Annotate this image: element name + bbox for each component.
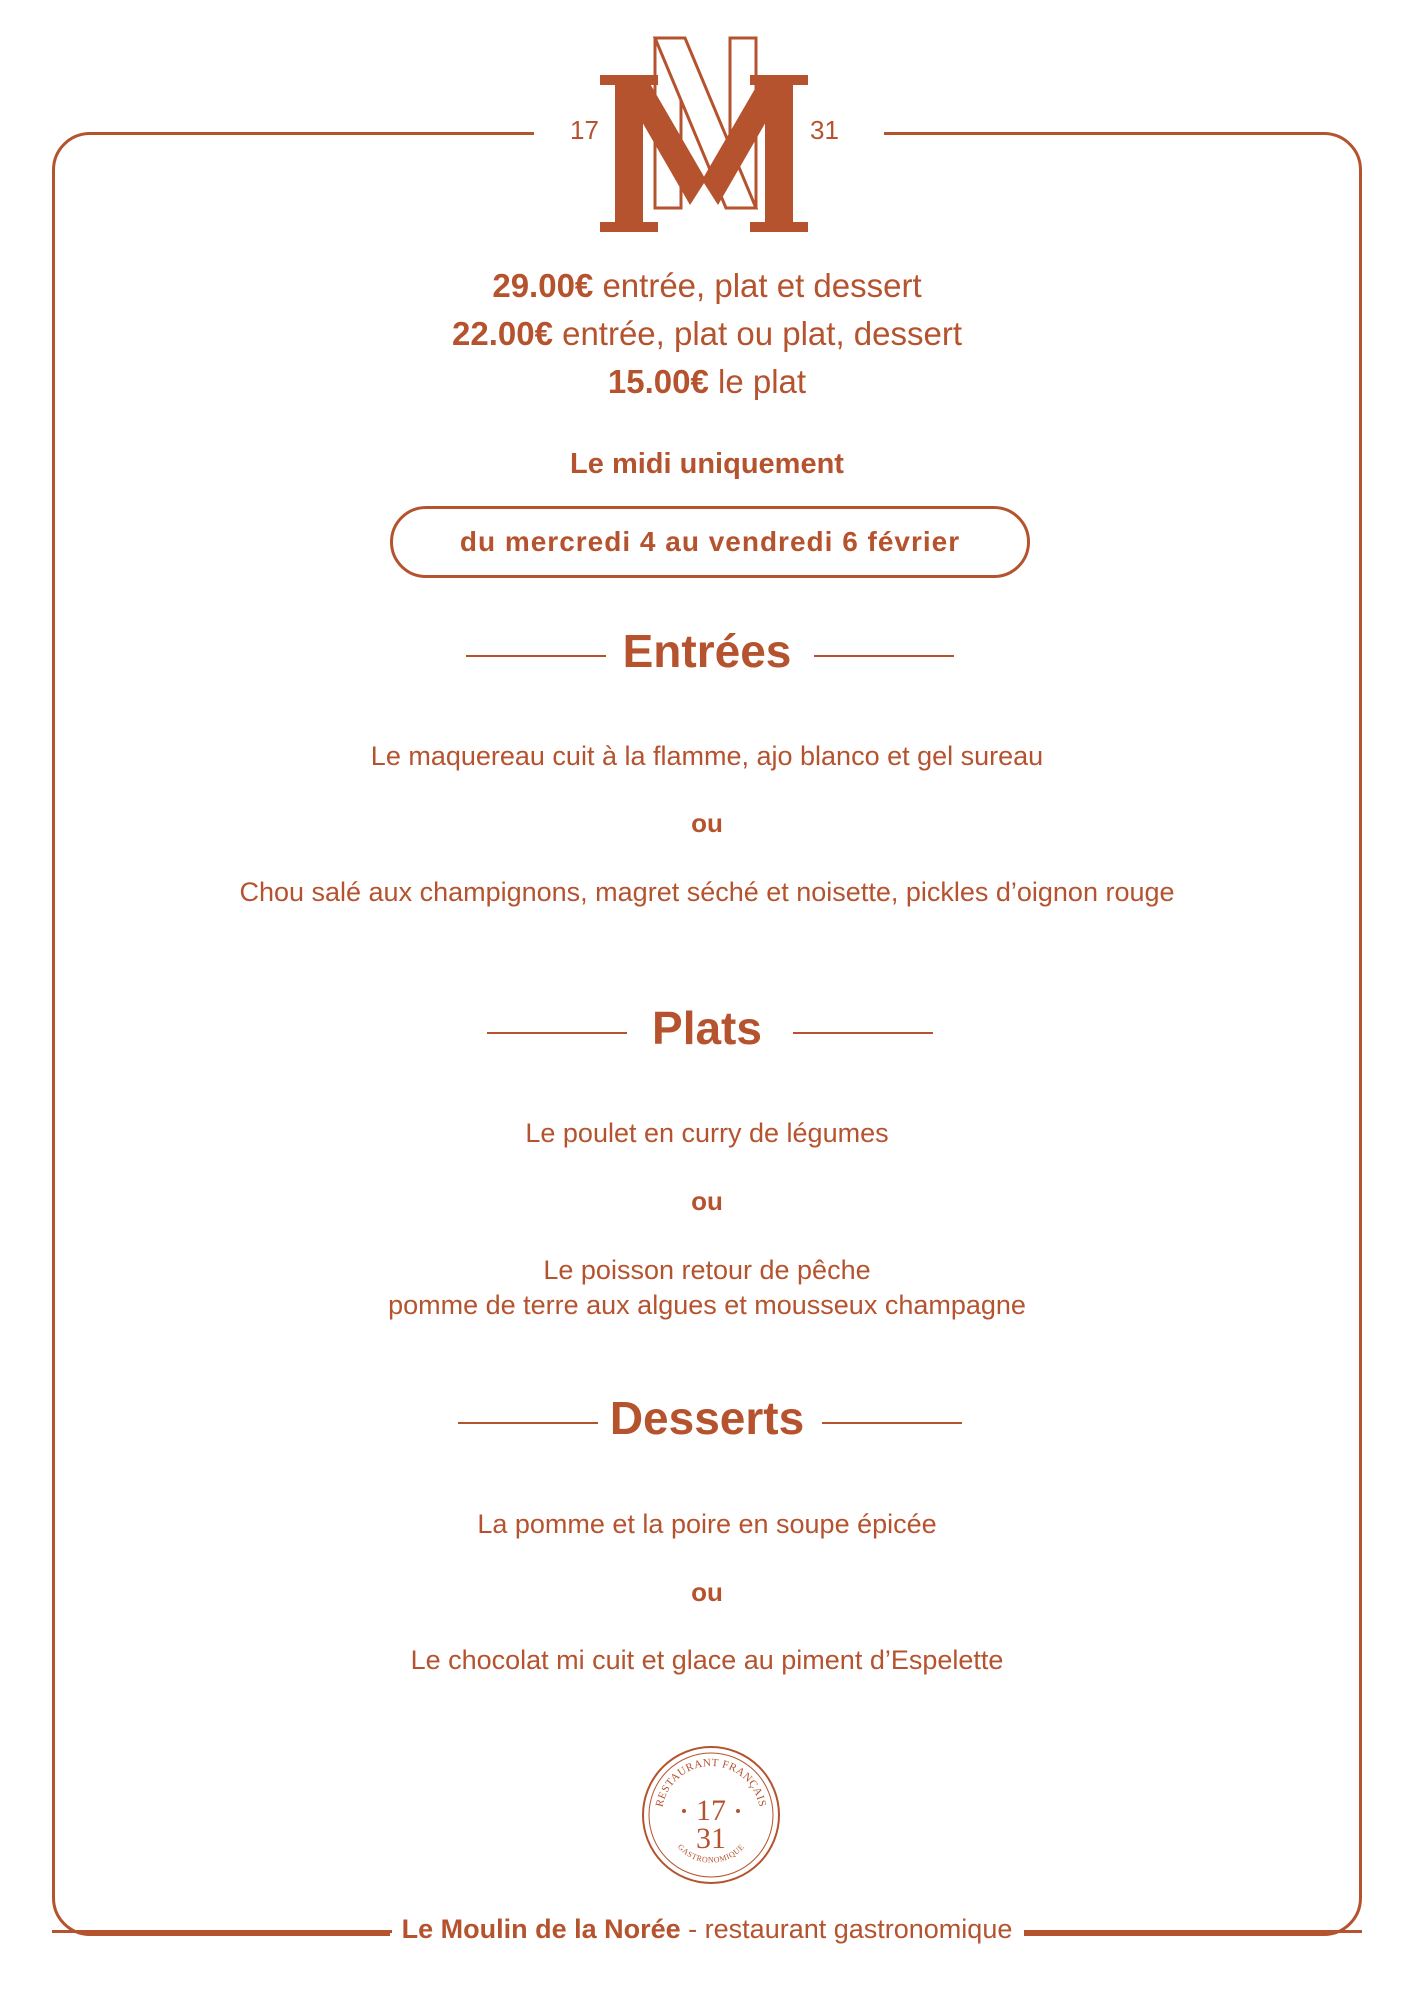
dish-entree-1: Le maquereau cuit à la flamme, ajo blanco et gel sureau <box>370 741 1044 771</box>
section-title-plats: Plats <box>652 1002 762 1054</box>
or-separator: ou <box>691 1186 723 1216</box>
price-line <box>0 310 1414 358</box>
price-desc: le plat <box>708 363 807 400</box>
section-rule-right <box>793 1032 933 1034</box>
dish-plat-2-line1: Le poisson retour de pêche <box>543 1255 871 1285</box>
or-separator: ou <box>691 808 723 838</box>
seal-line2: 31 <box>696 1822 726 1855</box>
price-desc: entrée, plat et dessert <box>593 267 922 304</box>
price-amount: 29.00€ <box>492 267 594 304</box>
dish-plat-1: Le poulet en curry de légumes <box>525 1118 889 1148</box>
restaurant-tagline: - restaurant gastronomique <box>680 1914 1013 1944</box>
restaurant-name: Le Moulin de la Norée <box>401 1914 681 1944</box>
year-left: 17 <box>570 115 599 145</box>
seal-line1: 17 <box>696 1794 726 1827</box>
dish-dessert-2: Le chocolat mi cuit et glace au piment d’Espelette <box>410 1645 1004 1675</box>
section-rule-right <box>814 655 954 657</box>
seal-bottom-text: GASTRONOMIQUE <box>675 1842 747 1865</box>
section-title-entrees: Entrées <box>622 625 792 677</box>
section-title-desserts: Desserts <box>609 1392 805 1444</box>
dish-plat-2-line2: pomme de terre aux algues et mousseux champagne <box>388 1290 1026 1320</box>
price-list <box>0 262 1414 406</box>
price-amount: 15.00€ <box>607 363 709 400</box>
seal-top-text: RESTAURANT FRANÇAIS <box>653 1756 769 1809</box>
footer-rule-right <box>1024 1930 1362 1933</box>
restaurant-seal-logo <box>640 1744 782 1886</box>
dish-entree-2: Chou salé aux champignons, magret séché et noisette, pickles d’oignon rouge <box>239 877 1175 907</box>
price-amount: 22.00€ <box>451 315 553 352</box>
date-badge: du mercredi 4 au vendredi 6 février <box>390 506 1030 578</box>
section-rule-right <box>822 1422 962 1424</box>
availability-note: Le midi uniquement <box>570 448 844 480</box>
price-desc: entrée, plat ou plat, dessert <box>552 315 963 352</box>
year-right: 31 <box>810 115 839 145</box>
price-line <box>0 262 1414 310</box>
price-line <box>0 358 1414 406</box>
monogram-logo <box>560 30 850 250</box>
or-separator: ou <box>691 1577 723 1607</box>
dish-dessert-1: La pomme et la poire en soupe épicée <box>477 1509 937 1539</box>
